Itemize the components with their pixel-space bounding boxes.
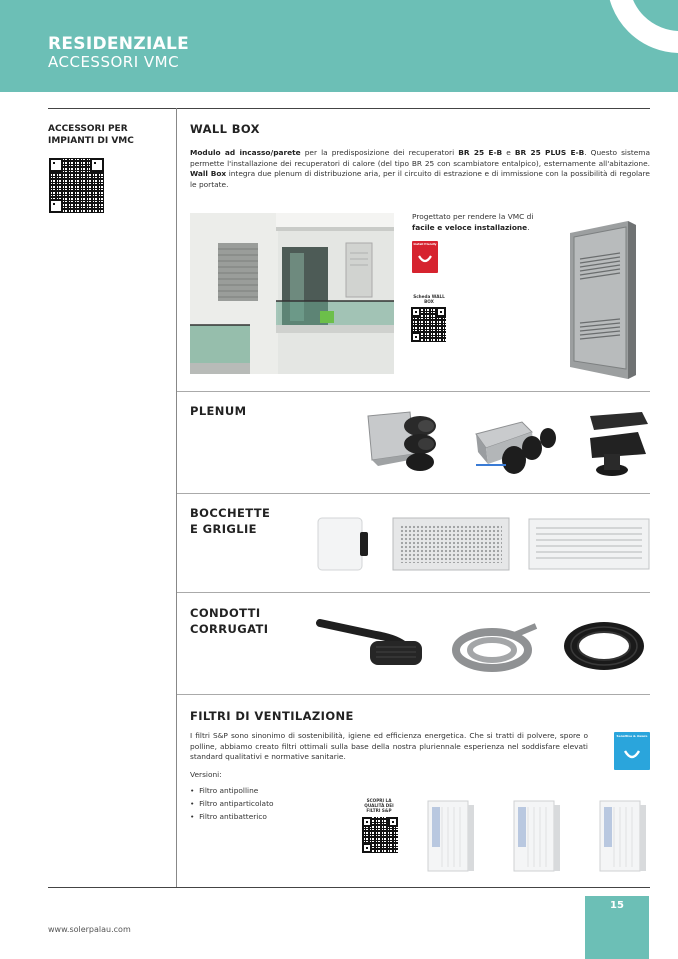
bottom-divider (48, 887, 650, 888)
section-title: RESIDENZIALE (48, 34, 190, 54)
filtro-image-2 (510, 797, 562, 881)
griglia-image-2 (528, 518, 650, 570)
smile-icon (417, 254, 433, 266)
filtri-title: FILTRI DI VENTILAZIONE (190, 709, 354, 723)
plenum-image-3 (586, 410, 650, 480)
wallbox-title: WALL BOX (190, 122, 260, 136)
list-item: • Filtro antibatterico (190, 812, 267, 821)
bocchetta-image-1 (316, 514, 372, 574)
wallbox-qr-code[interactable] (411, 307, 446, 342)
condotto-image-3 (560, 614, 650, 674)
wallbox-qr-caption: Scheda WALL BOX (413, 294, 445, 304)
filtri-qr-code[interactable] (362, 817, 398, 853)
install-friendly-badge: Install friendly (412, 241, 438, 273)
section-subtitle: ACCESSORI VMC (48, 53, 180, 71)
griglia-image-1 (392, 517, 510, 571)
bocchette-title: BOCCHETTE E GRIGLIE (190, 506, 271, 536)
footer-url[interactable]: www.solerpalau.com (48, 925, 131, 934)
condotto-image-1 (316, 613, 426, 669)
sensitive-badge: Sensitive & Aware (614, 732, 650, 770)
column-divider (176, 108, 177, 888)
wallbox-note: Progettato per rendere la VMC di facile e veloce installazione. (412, 212, 534, 232)
smile-icon (623, 749, 641, 763)
condotti-title: CONDOTTI CORRUGATI (190, 606, 269, 636)
wallbox-building-photo (190, 213, 394, 374)
versions-label: Versioni: (190, 770, 222, 779)
condotti-divider (177, 694, 650, 695)
header-decoration (560, 0, 678, 92)
filtro-image-1 (424, 797, 476, 881)
filtro-image-3 (596, 797, 648, 881)
page-number: 15 (610, 900, 624, 911)
top-divider (48, 108, 650, 109)
bocchette-divider (177, 592, 650, 593)
plenum-image-1 (364, 408, 444, 474)
wallbox-description: Modulo ad incasso/parete per la predisposizione dei recuperatori BR 25 E-B e BR 25 PLUS E-B. Questo sistema permette l'installazione dei recuperatori di calore (del tipo BR 25 con scambiatore entalpico), esternamente all'abitazione. Wall Box integra due plenum di distribuzione aria, per il circuito di estrazione e di immissione con la possibilità di regolare le portate. (190, 148, 650, 189)
versions-list (190, 784, 274, 823)
wallbox-divider (177, 391, 650, 392)
plenum-title: PLENUM (190, 404, 247, 418)
filtri-qr-caption: SCOPRI LA QUALITÀ DEI FILTRI S&P (364, 798, 394, 813)
list-item: • Filtro antiparticolato (190, 799, 274, 808)
list-item: • Filtro antipolline (190, 786, 259, 795)
condotto-image-2 (452, 618, 540, 672)
filtri-description: I filtri S&P sono sinonimo di sostenibilità, igiene ed efficienza energetica. Che si tratti di polvere, spore o polline, abbiamo creato filtri ottimali sulla base della nostra pluriennale esperienza nel soddisfare elevati standard qualitativi e normative sanitarie. (190, 731, 588, 762)
sidebar-title: ACCESSORI PER IMPIANTI DI VMC (48, 124, 134, 146)
plenum-image-2 (474, 418, 564, 480)
wallbox-product-image (566, 219, 638, 379)
plenum-divider (177, 493, 650, 494)
sidebar-qr-code[interactable] (49, 158, 104, 213)
